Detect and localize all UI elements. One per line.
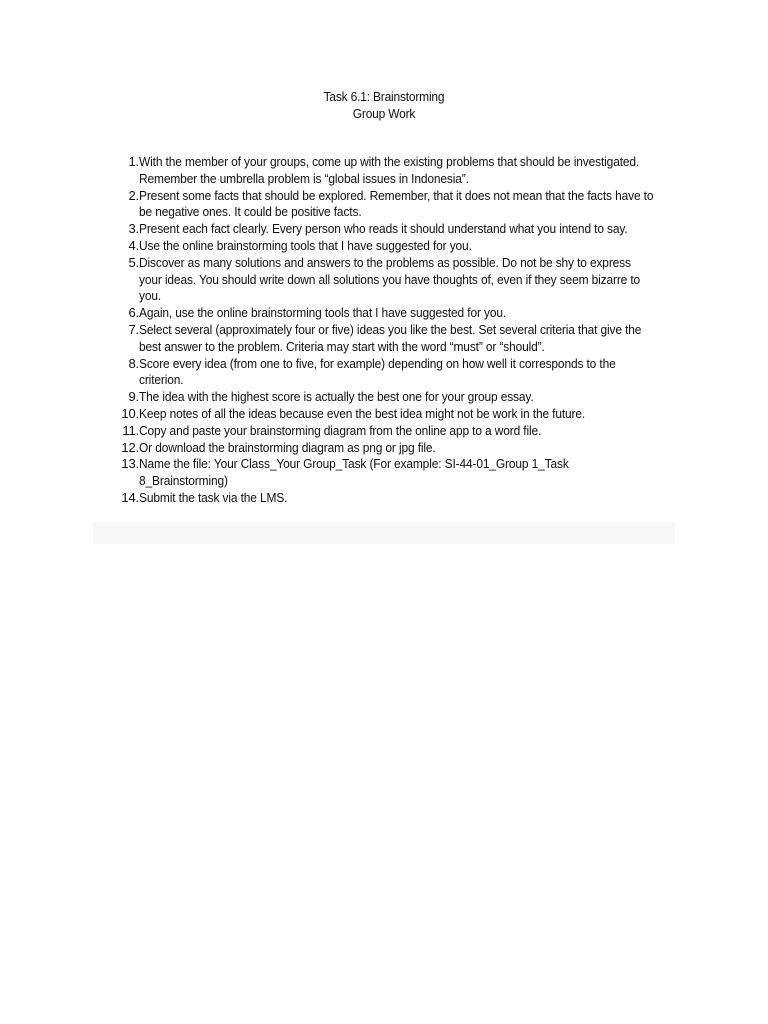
task-text: Score every idea (from one to five, for example) depending on how well it corresponds to the criterion. bbox=[139, 355, 616, 388]
task-item bbox=[112, 322, 682, 356]
task-item bbox=[112, 456, 682, 490]
title-block bbox=[0, 88, 768, 122]
task-item bbox=[112, 188, 682, 222]
task-item bbox=[112, 305, 682, 322]
task-item bbox=[112, 490, 682, 507]
shaded-band bbox=[93, 522, 675, 544]
task-text: Present some facts that should be explored. Remember, that it does not mean that the facts have to be negative ones. It could be positive facts. bbox=[139, 187, 654, 220]
task-number: 10. bbox=[121, 405, 139, 421]
task-number: 8. bbox=[128, 355, 139, 371]
task-item bbox=[112, 440, 682, 457]
task-subtitle: Group Work bbox=[352, 106, 416, 121]
task-text: Submit the task via the LMS. bbox=[139, 489, 288, 505]
task-text: Discover as many solutions and answers to the problems as possible. Do not be shy to express your ideas. You should write down all solutions you have thoughts of, even if they seem bizarre to you. bbox=[139, 254, 641, 304]
task-text: Copy and paste your brainstorming diagram from the online app to a word file. bbox=[139, 422, 542, 438]
task-number: 3. bbox=[128, 221, 139, 237]
task-text: Keep notes of all the ideas because even the best idea might not be work in the future. bbox=[139, 405, 586, 421]
task-text: The idea with the highest score is actually the best one for your group essay. bbox=[139, 389, 534, 405]
task-number: 14. bbox=[121, 489, 139, 505]
task-item bbox=[112, 154, 682, 188]
task-number: 11. bbox=[122, 422, 139, 438]
task-number: 5. bbox=[128, 254, 139, 270]
task-text: Again, use the online brainstorming tools that I have suggested for you. bbox=[139, 305, 507, 321]
task-item bbox=[112, 221, 682, 238]
task-list bbox=[112, 154, 682, 507]
task-number: 12. bbox=[121, 439, 139, 455]
task-text: Select several (approximately four or five) ideas you like the best. Set several criteria that give the best answer to the problem. Criteria may start with the word “must” or “should”. bbox=[139, 321, 642, 354]
task-text: Use the online brainstorming tools that I have suggested for you. bbox=[139, 237, 472, 253]
task-item bbox=[112, 406, 682, 423]
task-number: 13. bbox=[121, 456, 139, 472]
task-item bbox=[112, 238, 682, 255]
task-text: Present each fact clearly. Every person who reads it should understand what you intend to say. bbox=[139, 221, 628, 237]
task-text: Name the file: Your Class_Your Group_Task (For example: SI-44-01_Group 1_Task 8_Brainstorming) bbox=[139, 456, 569, 489]
task-text: Or download the brainstorming diagram as png or jpg file. bbox=[139, 439, 436, 455]
task-number: 2. bbox=[128, 187, 139, 203]
task-item bbox=[112, 423, 682, 440]
task-number: 9. bbox=[128, 389, 139, 405]
task-item bbox=[112, 389, 682, 406]
task-number: 7. bbox=[128, 321, 139, 337]
task-text: With the member of your groups, come up with the existing problems that should be investigated. Remember the umbrella problem is “global issues in Indonesia”. bbox=[139, 154, 640, 186]
task-number: 6. bbox=[128, 305, 139, 321]
task-number: 1. bbox=[128, 154, 139, 169]
task-item bbox=[112, 255, 682, 305]
task-title: Task 6.1: Brainstorming bbox=[323, 89, 445, 104]
task-number: 4. bbox=[128, 237, 139, 253]
task-item bbox=[112, 356, 682, 390]
